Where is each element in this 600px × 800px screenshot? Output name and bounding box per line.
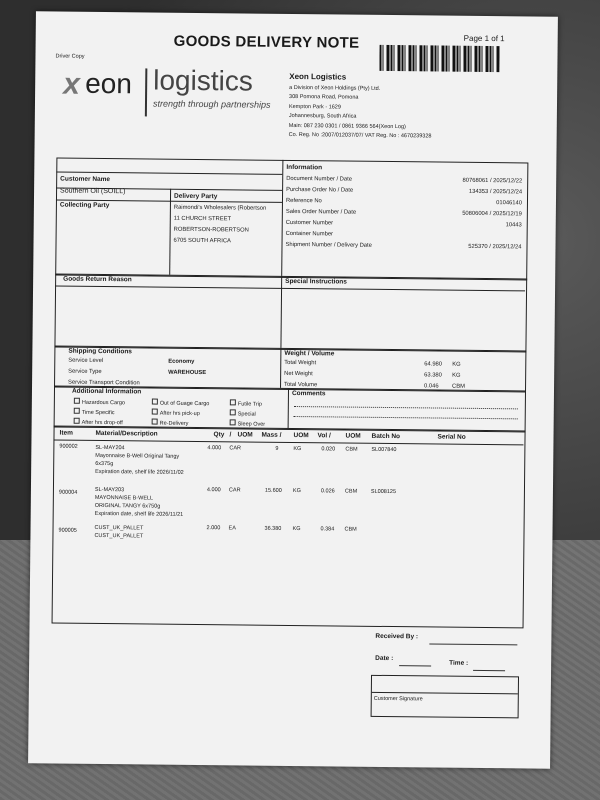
address-line: Johannesburg, South Africa — [288, 113, 357, 120]
received-by-line[interactable] — [429, 643, 517, 645]
information-table — [285, 174, 522, 253]
option-hazardous[interactable]: Hazardous Cargo — [74, 398, 152, 407]
shipping-header: Shipping Conditions — [68, 347, 132, 356]
shipping-row: Service Type WAREHOUSE — [68, 368, 207, 377]
document-title: GOODS DELIVERY NOTE — [173, 32, 360, 52]
address-line: Kempton Park - 1629 — [288, 103, 341, 111]
shipping-row: Service Level Economy — [68, 357, 195, 365]
address-line: 308 Pomona Road, Pomona — [289, 94, 359, 102]
return-reason-header: Goods Return Reason — [63, 275, 132, 284]
logo-tagline: strength through partnerships — [152, 98, 271, 110]
logo-x: x — [63, 67, 81, 101]
time-line[interactable] — [473, 670, 505, 671]
logo-logistics: logistics — [153, 64, 253, 97]
checkbox-icon[interactable] — [152, 409, 158, 415]
checkbox-icon[interactable] — [230, 409, 236, 415]
signature-label: Customer Signature — [373, 695, 423, 703]
item-description: CUST_UK_PALLET CUST_UK_PALLET — [94, 524, 144, 540]
page-number: Page 1 of 1 — [463, 33, 505, 44]
weight-row: Total Weight 64.980 KG — [284, 359, 461, 368]
address-line: Main: 087 230 0301 / 0861 9366 564(Xeon Log) — [288, 122, 406, 130]
address-line: a Division of Xeon Holdings (Pty) Ltd. — [289, 84, 381, 92]
info-row: Container Number — [285, 230, 334, 238]
item-description: SL-MAY204 Mayonnaise B-Well Original Tangy 6x375g Expiration date, shelf life 2026/11/02 — [95, 444, 184, 476]
info-row: Document Number / Date 80768061 / 2025/12/22 — [286, 175, 523, 185]
company-address — [289, 84, 432, 142]
address-line: Co. Reg. No :2007/012037/07/ VAT Reg. No : 4670239328 — [288, 131, 432, 140]
weight-row: Total Volume 0.046 CBM — [284, 381, 465, 390]
additional-info-header: Additional Information — [71, 387, 142, 396]
info-row: Reference No 01046140 — [285, 197, 522, 207]
special-instructions-header: Special Instructions — [285, 277, 347, 286]
collecting-party-label: Collecting Party — [59, 201, 110, 210]
checkbox-icon[interactable] — [230, 399, 236, 405]
item-number: 900005 — [58, 527, 77, 534]
time-label: Time : — [449, 659, 469, 667]
checkbox-icon[interactable] — [74, 418, 80, 424]
signature-line — [372, 692, 518, 695]
additional-options — [74, 398, 284, 428]
option-after-hrs-pickup[interactable]: After hrs pick-up — [152, 409, 230, 418]
weight-row: Net Weight 63.380 KG — [284, 370, 461, 379]
option-sleep-over[interactable]: Sleep Over — [230, 419, 284, 428]
option-out-of-gauge[interactable]: Out of Guage Cargo — [152, 399, 230, 408]
received-by-label: Received By : — [375, 632, 419, 641]
comments-header: Comments — [291, 389, 326, 398]
customer-name-value: Southern Oil (SOILL) — [60, 187, 126, 196]
logo-eon: eon — [85, 67, 133, 100]
delivery-party-label: Delivery Party — [173, 192, 218, 201]
table-row: 900005 CUST_UK_PALLET CUST_UK_PALLET 2.000 EA 36.380 KG 0.384 CBM — [58, 524, 357, 540]
item-description: SL-MAY203 MAYONNAISE B-WELL ORIGINAL TANGY 6x750g Expiration date, shelf life 2026/11/21 — [94, 486, 184, 518]
weight-header: Weight / Volume — [284, 349, 335, 358]
delivery-line: 6705 SOUTH AFRICA — [173, 237, 231, 245]
information-header: Information — [286, 163, 323, 172]
info-row: Sales Order Number / Date 50806004 / 2025/12/19 — [285, 208, 522, 218]
checkbox-icon[interactable] — [152, 419, 158, 425]
option-futile-trip[interactable]: Futile Trip — [230, 399, 284, 408]
delivery-line: ROBERTSON-ROBERTSON — [173, 226, 249, 234]
customer-name-label: Customer Name — [60, 175, 111, 184]
table-row: 900004 SL-MAY203 MAYONNAISE B-WELL ORIGINAL TANGY 6x750g Expiration date, shelf life 2026/11/21 4.000 CAR 15.600 KG 0.026 CBM SL008125 — [58, 486, 397, 518]
company-name: Xeon Logistics — [289, 71, 347, 82]
customer-signature-box[interactable] — [371, 675, 519, 719]
info-row: Customer Number 10443 — [285, 219, 522, 229]
shipping-row: Service Transport Condition — [68, 379, 140, 387]
copy-label: Driver Copy — [55, 53, 85, 60]
delivery-note-document — [28, 11, 558, 768]
item-number: 900004 — [58, 489, 78, 496]
checkbox-icon[interactable] — [74, 398, 80, 404]
checkbox-icon[interactable] — [74, 408, 80, 414]
date-label: Date : — [375, 654, 394, 663]
logo-divider — [145, 68, 148, 116]
delivery-line: Raimondi's Wholesalers (Robertson — [173, 204, 267, 212]
option-re-delivery[interactable]: Re-Delivery — [152, 419, 230, 428]
option-special[interactable]: Special — [230, 409, 284, 418]
info-row: Purchase Order No / Date 134353 / 2025/12/24 — [286, 186, 523, 196]
info-row: Shipment Number / Delivery Date 525370 / 2025/12/24 — [285, 241, 522, 251]
items-header-row: Item Material/Description Qty / UOM Mass / UOM Vol / UOM Batch No Serial No — [59, 429, 466, 441]
delivery-line: 11 CHURCH STREET — [173, 215, 232, 223]
checkbox-icon[interactable] — [152, 399, 158, 405]
checkbox-icon[interactable] — [230, 419, 236, 425]
delivery-party-address — [173, 203, 279, 248]
barcode — [379, 45, 499, 72]
option-after-hrs-dropoff[interactable]: After hrs drop-off — [74, 418, 152, 427]
date-line[interactable] — [399, 665, 431, 666]
option-time-specific[interactable]: Time Specific — [74, 408, 152, 417]
item-number: 900002 — [59, 443, 78, 450]
table-row: 900002 SL-MAY204 Mayonnaise B-Well Original Tangy 6x375g Expiration date, shelf life 2026/11/02 4.000 CAR 9 KG 0.020 CBM SL007840 — [59, 443, 397, 476]
